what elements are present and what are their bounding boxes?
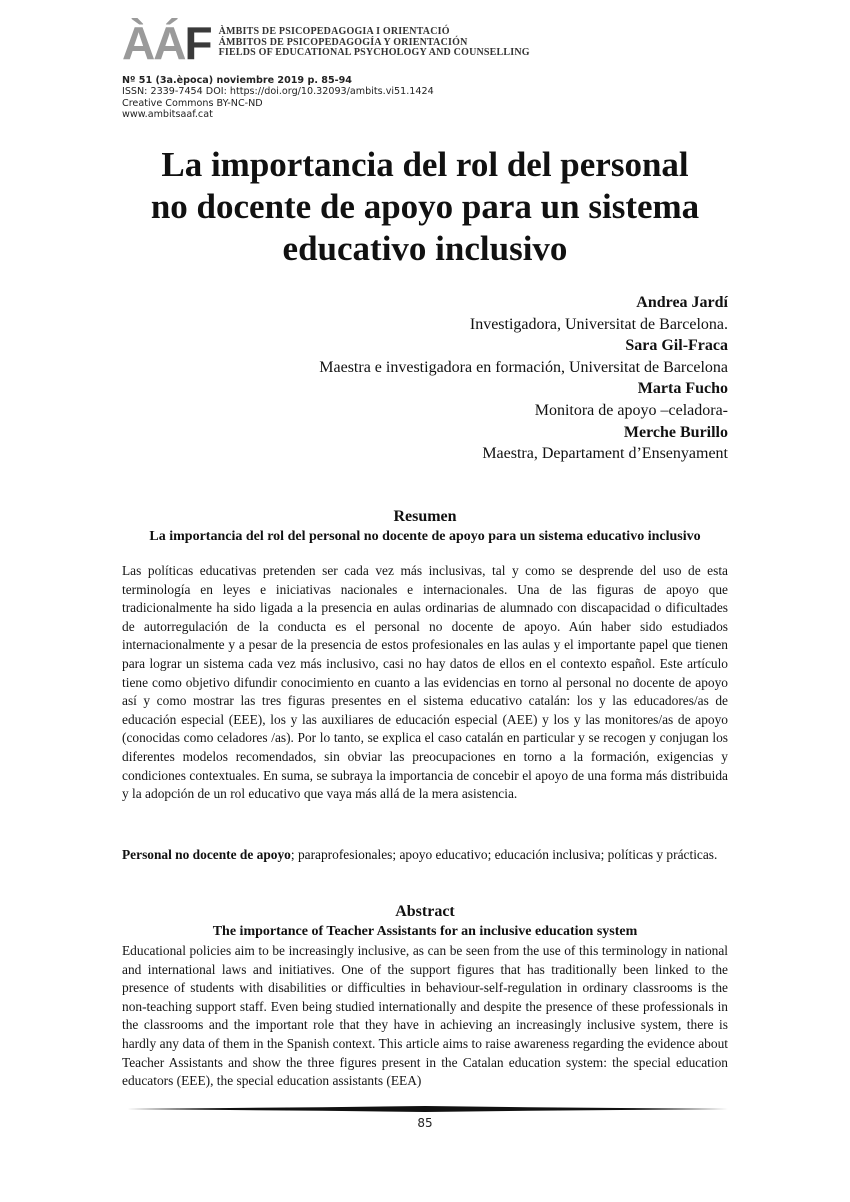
footer-rule: [122, 1106, 728, 1112]
journal-name-english: FIELDS OF EDUCATIONAL PSYCHOLOGY AND COUNSELLING: [218, 47, 530, 58]
author-affiliation: Maestra e investigadora en formación, Universitat de Barcelona: [319, 358, 728, 376]
abstract-body: Educational policies aim to be increasingly inclusive, as can be seen from the use of this terminology in national and international laws and initiatives. One of the support figures that has traditionally been linked to the presence of students with disabilities or difficulties in behaviour-self-regulation in ordinary classrooms is the non-teaching support staff. Even being studied internationally and despite the presence of these professionals in the classrooms and the important role that they have in achieving an increasingly inclusive system, there is hardly any data of them in the Spanish context. This article aims to raise awareness regarding the evidence about Teacher Assistants and show the three figures present in the Catalan education system: the special education educators (EEE), the special education assistants (EEA): [122, 943, 728, 1089]
journal-name-lines: [219, 27, 530, 59]
resumen-body: Las políticas educativas pretenden ser cada vez más inclusivas, tal y como se desprende del uso de esta terminología en leyes e iniciativas nacionales e internacionales. Una de las figuras de apoyo que tradicionalmente ha sido ligada a la presencia en aulas ordinarias de alumnado con discapacidad o dificultades de autorregulación de la conducta es el personal no docente de apoyo. Aún haber sido estudiados internacionalmente y a pesar de la presencia de estos profesionales en las aulas y el importante papel que tienen para lograr un sistema cada vez más inclusivo, casi no hay datos de ellos en el contexto español. Este artículo tiene como objetivo difundir conocimiento en cuanto a las evidencias en torno al personal no docente de apoyo así y como mostrar las tres figuras presentes en el sistema educativo catalán: los y las educadores/as de educación especial (EEE), los y las auxiliares de educación especial (AEE) y los y las monitores/as de apoyo (conocidas como celadores /as). Por lo tanto, se explica el caso catalán en particular y se recogen y conjugan los diferentes modelos recomendados, sin obviar las preocupaciones en torno a la formación, exigencias y condiciones contextuales. En suma, se subraya la importancia de concebir el apoyo de una forma más distribuida y la adopción de un rol educativo que vaya más allá de la mera asistencia.: [122, 563, 728, 802]
license: Creative Commons BY-NC-ND: [122, 97, 263, 109]
abstract-subtitle: The importance of Teacher Assistants for an inclusive education system: [212, 924, 638, 939]
resumen-keywords: [122, 846, 728, 865]
resumen-subtitle: La importancia del rol del personal no docente de apoyo para un sistema educativo inclusivo: [149, 529, 701, 544]
article-title: [80, 144, 770, 270]
journal-name-spanish: ÁMBITOS DE PSICOPEDAGOGÍA Y ORIENTACIÓN: [218, 36, 468, 48]
website-link[interactable]: www.ambitsaaf.cat: [122, 109, 213, 121]
author-list: [319, 292, 728, 465]
journal-meta: [122, 75, 434, 121]
logo-letters-grey: ÀÁ: [122, 17, 185, 69]
journal-name-catalan: ÀMBITS DE PSICOPEDAGOGIA I ORIENTACIÓ: [218, 26, 450, 37]
logo-letter-dark: F: [184, 17, 211, 69]
page-number: 85: [417, 1116, 433, 1130]
author-affiliation: Maestra, Departament d’Ensenyament: [482, 445, 728, 463]
author-name: Marta Fucho: [637, 380, 728, 398]
journal-logo: [122, 18, 530, 68]
issue-info: Nº 51 (3a.època) noviembre 2019 p. 85-94: [122, 75, 352, 86]
keywords-rest: ; paraprofesionales; apoyo educativo; educación inclusiva; políticas y prácticas.: [290, 847, 718, 862]
resumen-heading: Resumen: [393, 508, 457, 525]
title-line-2: no docente de apoyo para un sistema: [150, 187, 700, 226]
author-name: Andrea Jardí: [636, 294, 728, 311]
title-line-3: educativo inclusivo: [282, 229, 568, 268]
abstract-heading: Abstract: [395, 903, 455, 920]
author-affiliation: Investigadora, Universitat de Barcelona.: [469, 315, 728, 333]
logo-mark: [122, 18, 211, 68]
issn-doi: ISSN: 2339-7454 DOI: https://doi.org/10.32093/ambits.vi51.1424: [122, 86, 434, 98]
keywords-lead: Personal no docente de apoyo: [122, 847, 291, 862]
author-name: Sara Gil-Fraca: [625, 337, 728, 355]
author-affiliation: Monitora de apoyo –celadora-: [534, 401, 728, 419]
title-line-1: La importancia del rol del personal: [161, 145, 689, 184]
author-name: Merche Burillo: [623, 423, 728, 441]
